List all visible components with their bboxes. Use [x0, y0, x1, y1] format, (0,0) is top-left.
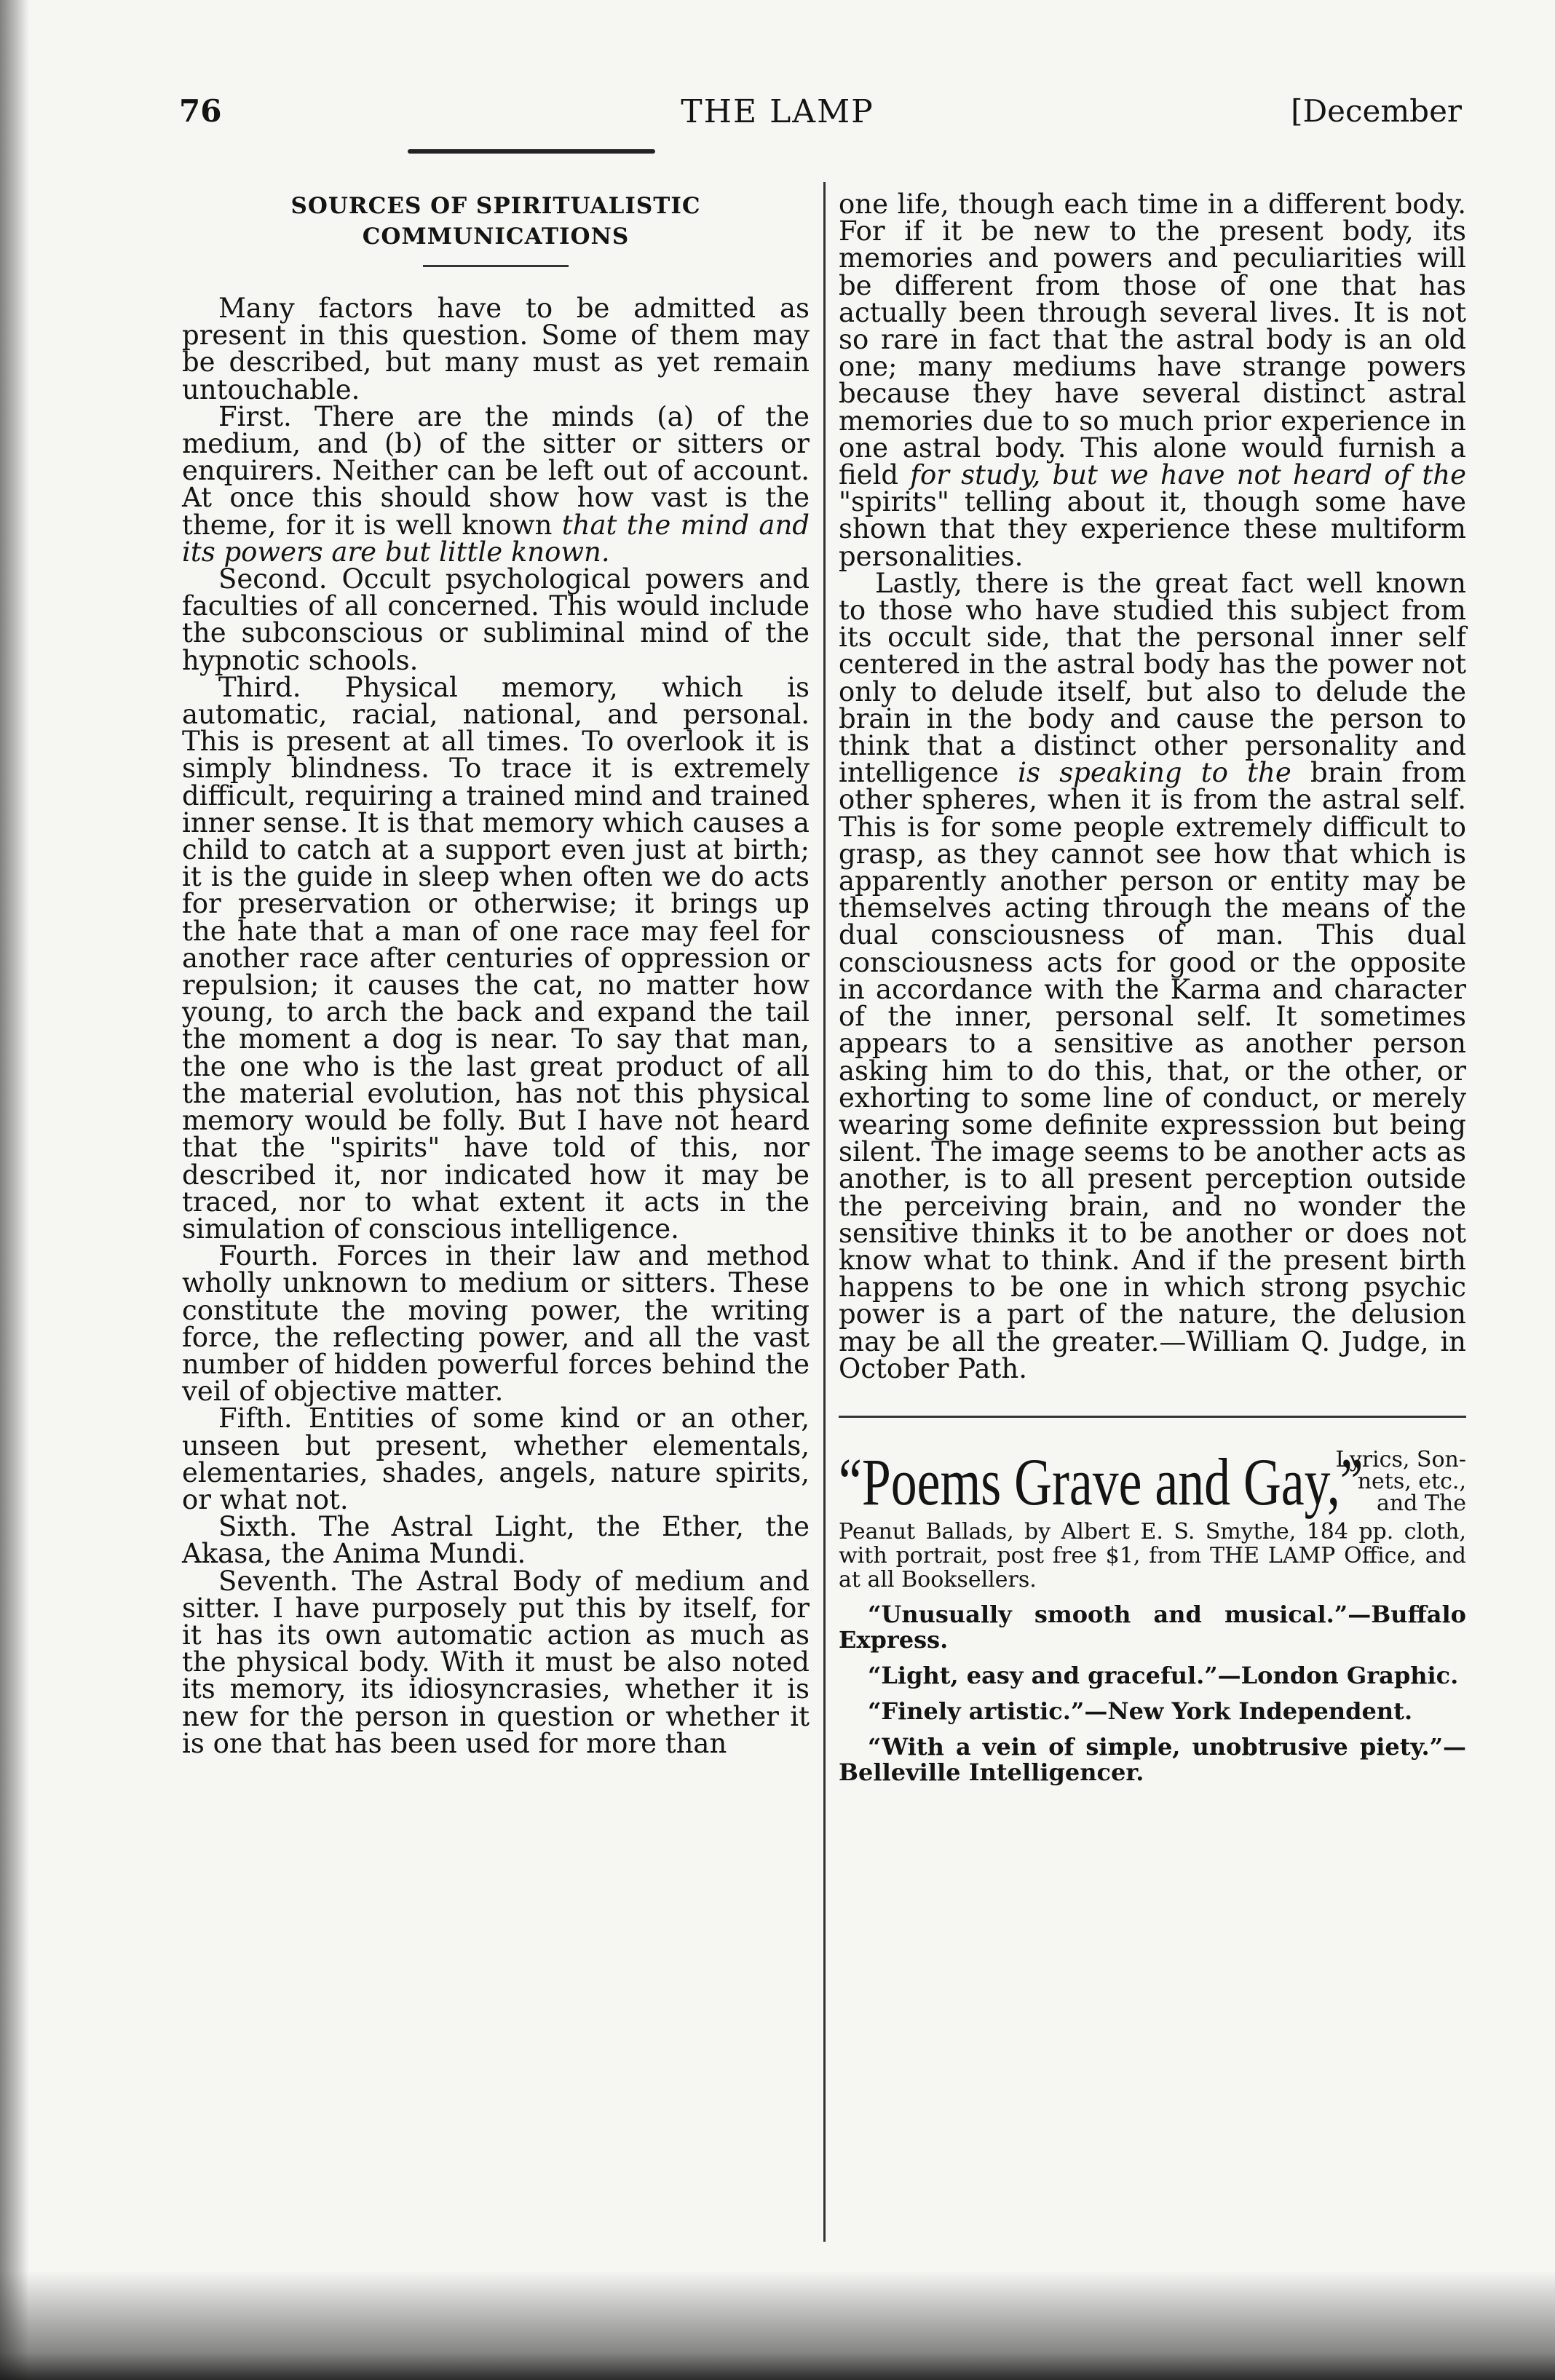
article-title: SOURCES OF SPIRITUALISTIC COMMUNICATIONS — [290, 193, 701, 250]
paragraph: Fifth. Entities of some kind or an other, unseen but present, whether elementals, elementaries, shades, angels, nature spirits, or what not. — [182, 1403, 810, 1515]
header-rule — [408, 149, 655, 154]
advertisement — [839, 1444, 1466, 1786]
press-quote: “Unusually smooth and musical.”—Buffalo Express. — [839, 1600, 1466, 1654]
paragraph: one life, though each time in a different body. For if it be new to the present body, its memories and powers and peculiarities will be different from those of one that has actually been through several lives. It is not so rare in fact that the astral body is an old one; many mediums have strange powers because they have several distinct astral memories due to so much prior experience in one astral body. This alone would furnish a field for study, but we have not heard of the "spirits" telling about it, though some have shown that they experience these multiform personalities. — [839, 189, 1466, 572]
paragraph: Seventh. The Astral Body of medium and sitter. I have purposely put this by itself, for it has its own automatic action as much as the physical body. With it must be also noted its memory, its idiosyncrasies, whether it is new for the person in question or whether it is one that has been used for more than — [182, 1565, 810, 1759]
paragraph: Many factors have to be admitted as present in this question. Some of them may be described, but many must as yet remain untouchable. — [182, 293, 810, 405]
press-quote: “Light, easy and graceful.”—London Graphic. — [868, 1661, 1459, 1689]
paragraph — [182, 400, 810, 568]
italic-text: that the mind and its powers are but little known. — [182, 509, 810, 568]
running-title: THE LAMP — [681, 93, 874, 130]
running-month: [December — [1291, 93, 1462, 129]
ad-side-line: nets, etc., — [1357, 1468, 1466, 1494]
paragraph: Lastly, there is the great fact well known to those who have studied this subject from its occult side, that the personal inner self centered in the astral body has the power not only to delude itself, but also to delude the brain in the body and cause the person to think that a distinct other personality and intelligence is speaking to the brain from other spheres, when it is from the astral self. This is for some people extremely difficult to grasp, as they cannot see how that which is apparently another person or entity may be themselves acting through the means of the dual consciousness of man. This dual consciousness acts for good or the opposite in accordance with the Karma and character of the inner, personal self. It sometimes appears to a sensitive as another person asking him to do this, that, or the other, or exhorting to some line of conduct, or merely wearing some definite expresssion but being silent. The image seems to be another acts as another, is to all present perception outside the perceiving brain, and no wonder the sensitive thinks it to be another or does not know what to think. And if the present birth happens to be one in which strong psychic power is a part of the nature, the delusion may be all the greater.—William Q. Judge, in October Path. — [839, 567, 1466, 1384]
paragraph: Fourth. Forces in their law and method wholly unknown to medium or sitters. These constitute the moving power, the writing force, the reflecting power, and all the vast number of hidden powerful forces behind the veil of objective matter. — [182, 1240, 810, 1408]
page-number: 76 — [179, 93, 222, 129]
paragraph: Third. Physical memory, which is automatic, racial, national, and personal. This is present at all times. To overlook it is simply blindness. To trace it is extremely difficult, requiring a trained mind and trained inner sense. It is that memory which causes a child to catch at a support even just at birth; it is the guide in sleep when often we do acts for preservation or otherwise; it brings up the hate that a man of one race may feel for another race after centuries of oppression or repulsion; it causes the cat, no matter how young, to arch the back and expand the tail the moment a dog is near. To say that man, the one who is the last great product of all the material evolution, has not this physical memory would be folly. But I have not heard that the "spirits" have told of this, nor described it, nor indicated how it may be traced, nor to what extent it acts in the simulation of conscious intelligence. — [182, 671, 810, 1245]
right-column — [839, 191, 1466, 1785]
italic-text: for study, but we have not heard of the — [910, 459, 1466, 491]
advertisement-rule — [839, 1416, 1466, 1418]
ad-headline-row — [839, 1444, 1466, 1519]
paragraph-text: First. There are the minds (a) of the medium, and (b) of the sitter or sitters or enquirers. Neither can be left out of account. At once this should show how vast is the theme, for it is well known that the mind and its powers are but little known. — [182, 400, 810, 568]
press-quote: “With a vein of simple, unobtrusive piety.”—Belleville Intelligencer. — [839, 1732, 1466, 1786]
scan-edge-shadow — [0, 0, 29, 2380]
paragraph: Sixth. The Astral Light, the Ether, the Akasa, the Anima Mundi. — [182, 1511, 810, 1570]
press-quote: “Finely artistic.”—New York Independent. — [868, 1697, 1413, 1725]
paragraph: Second. Occult psychological powers and faculties of all concerned. This would include the subconscious or subliminal mind of the hypnotic schools. — [182, 563, 810, 676]
ad-side-line: and The — [1376, 1490, 1466, 1516]
page-header — [0, 93, 1555, 144]
italic-text: is speaking to the — [1018, 757, 1291, 789]
ad-body: Peanut Ballads, by Albert E. S. Smythe, 184 pp. cloth, with portrait, post free $1, from THE LAMP Office, and at all Booksellers. — [839, 1518, 1466, 1592]
ad-side-line: Lyrics, Son- — [1335, 1446, 1466, 1472]
column-divider — [823, 182, 826, 2242]
title-rule — [423, 265, 569, 267]
left-column — [182, 191, 810, 1757]
scan-bottom-shadow — [0, 2271, 1555, 2380]
ad-headline: “Poems Grave and Gay,” — [839, 1444, 1364, 1519]
